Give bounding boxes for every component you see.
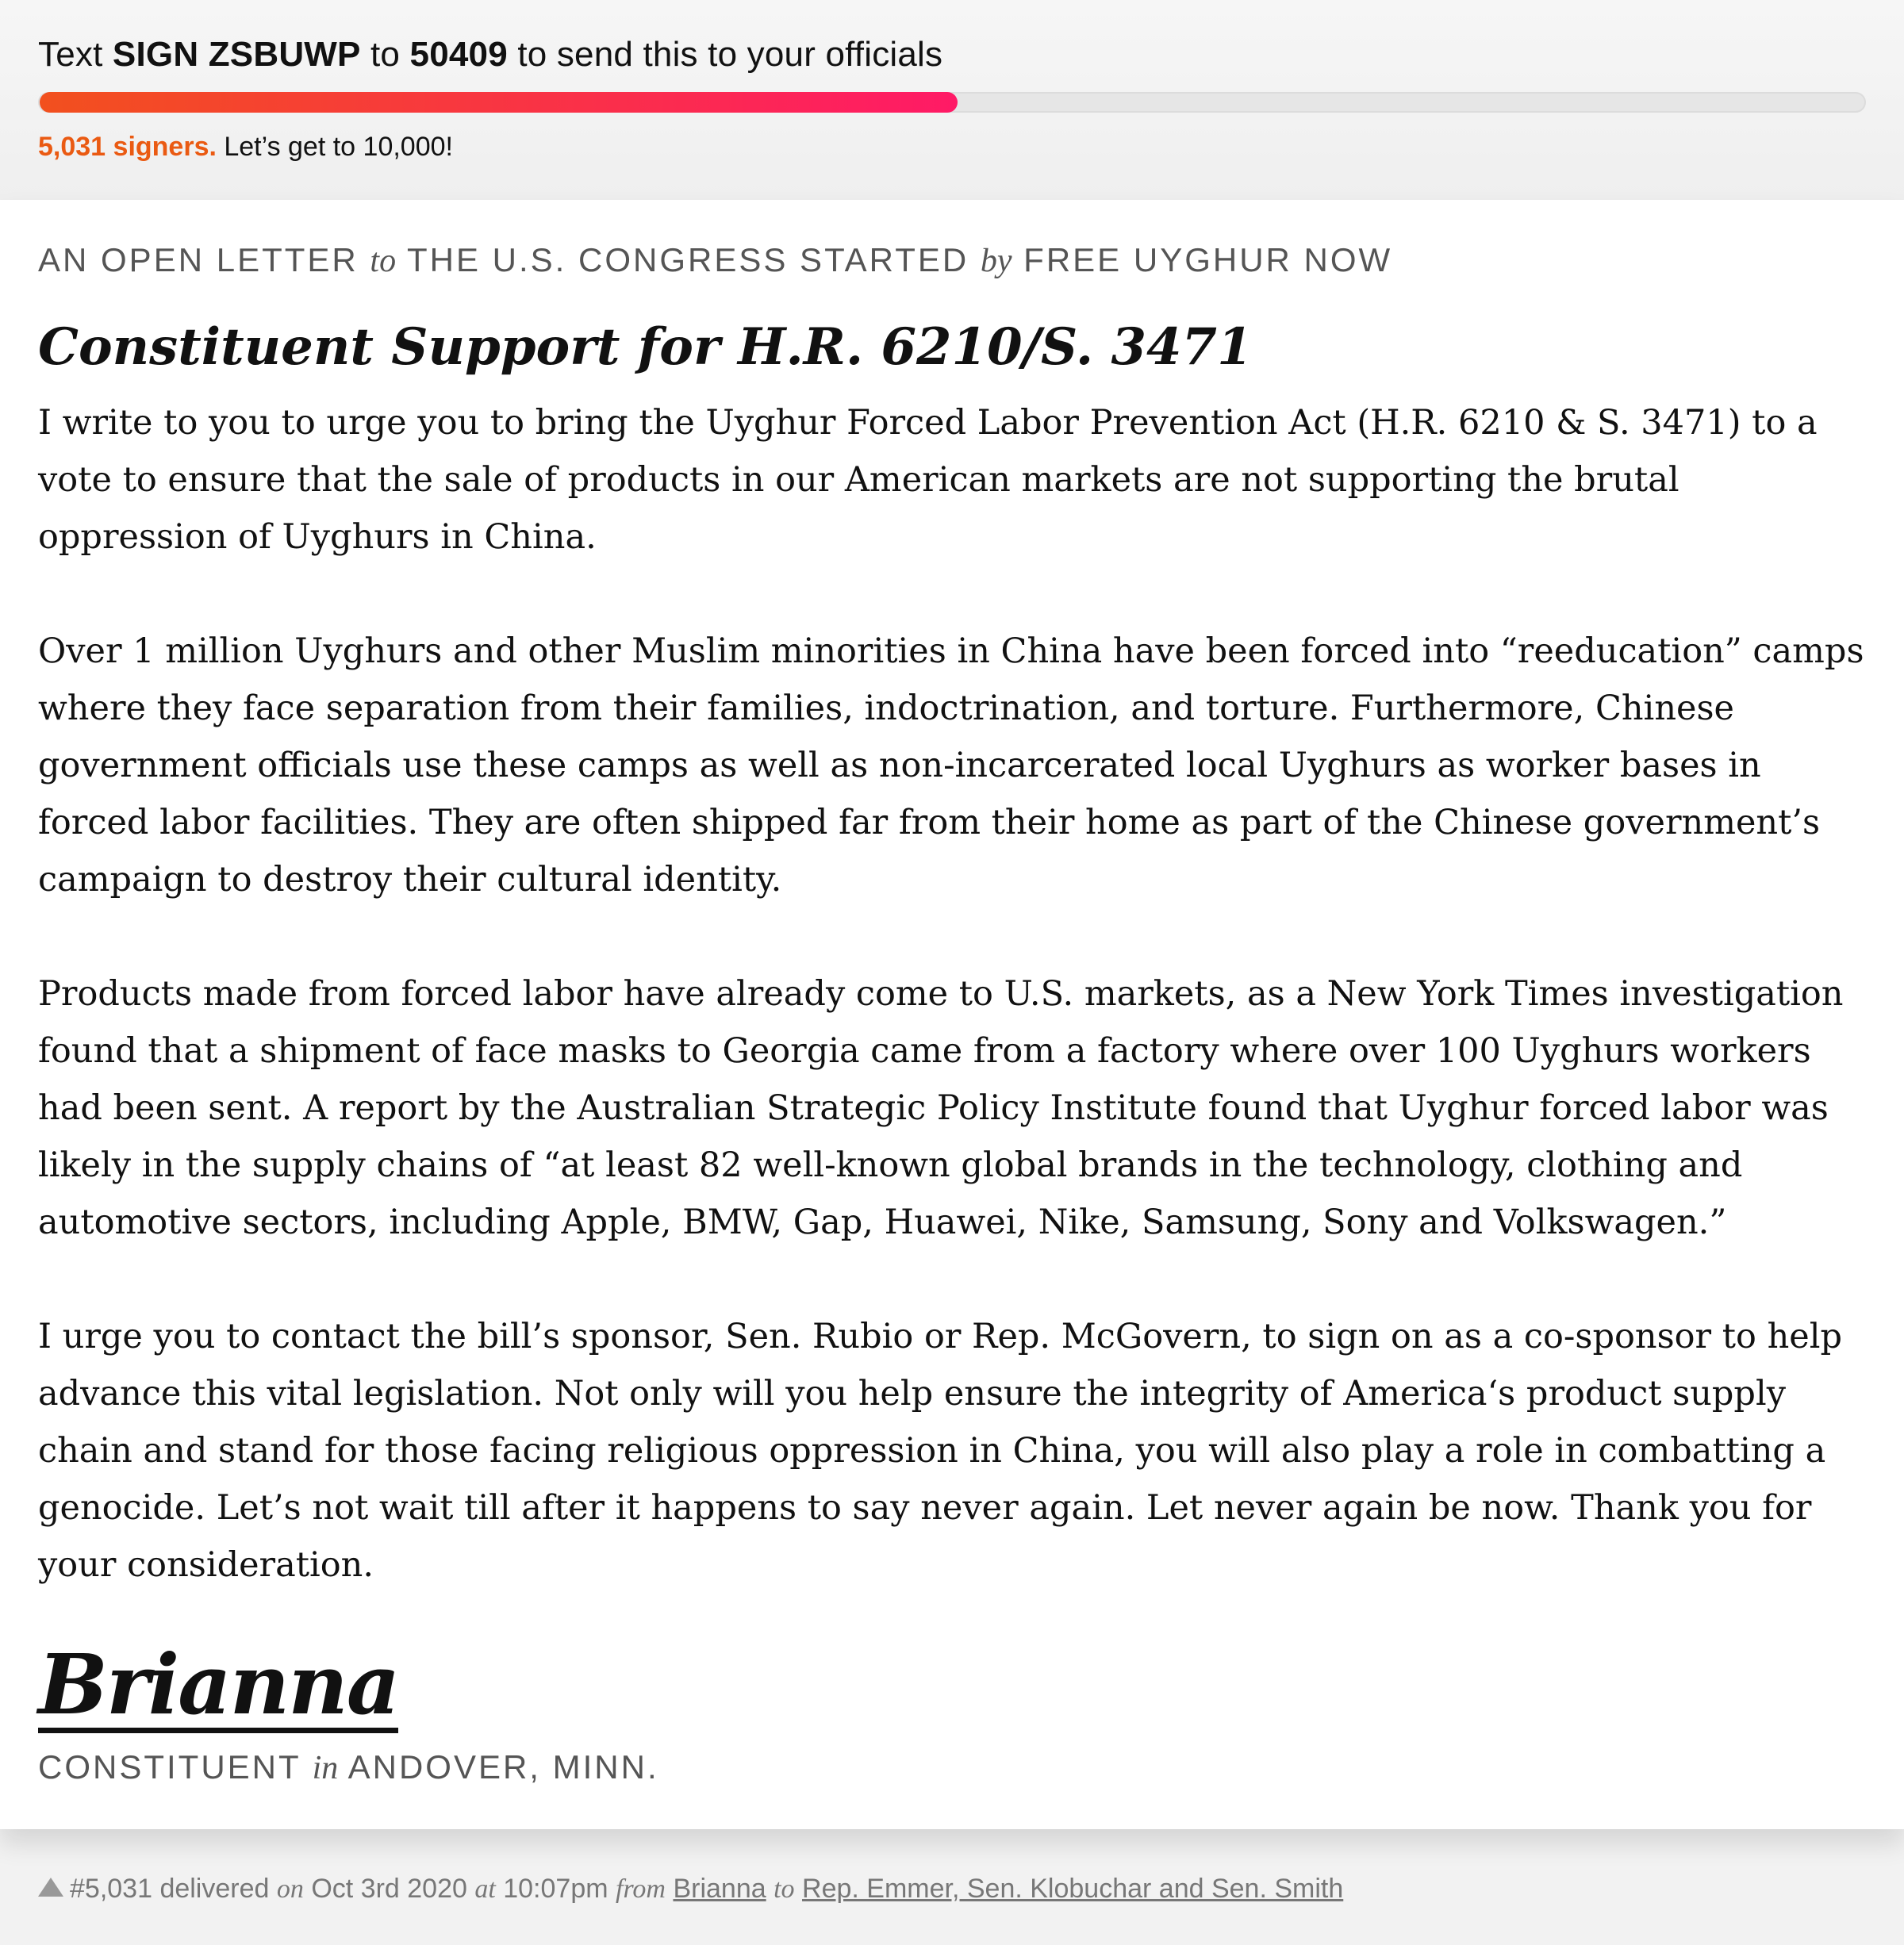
letter-paragraph: Over 1 million Uyghurs and other Muslim minorities in China have been forced into “reeducation” camps where they face separation from their families, indoctrination, and torture. Furthermore, Chinese government officials use these camps as well as non-incarcerated local Uyghurs as worker bases in forced labor facilities. They are often shipped far from their home as part of the Chinese government’s campaign to destroy their cultural identity. [38, 631, 1864, 900]
sms-code: SIGN ZSBUWP [112, 35, 361, 74]
triangle-up-icon[interactable] [38, 1878, 63, 1897]
signers-count: 5,031 signers. [38, 132, 217, 162]
sender-link[interactable]: Brianna [673, 1874, 766, 1904]
letter-paragraph: I urge you to contact the bill’s sponsor, Sen. Rubio or Rep. McGovern, to sign on as a co-sponsor to help advance this vital legislation. Not only will you help ensure the integrity of America‘s product supply chain and stand for those facing religious oppression in China, you will also play a role in combatting a genocide. Let’s not wait till after it happens to say never again. Let never again be now. Thank you for your consideration. [38, 1317, 1843, 1585]
delivery-info: #5,031 delivered on Oct 3rd 2020 at 10:07pm from Brianna to Rep. Emmer, Sen. Klobuchar and Sen. Smith [38, 1874, 1343, 1905]
letter-body [38, 394, 1879, 1651]
signer-location: CONSTITUENT in ANDOVER, MINN. [38, 1748, 659, 1786]
signers-status [38, 132, 453, 163]
sms-cta-bar [0, 0, 1904, 200]
recipients-link[interactable]: Rep. Emmer, Sen. Klobuchar and Sen. Smith [802, 1874, 1344, 1904]
sms-number: 50409 [409, 35, 508, 74]
letter-kicker: AN OPEN LETTER to THE U.S. CONGRESS STARTED by FREE UYGHUR NOW [38, 241, 1393, 279]
signers-goal: Let’s get to 10,000! [216, 132, 453, 162]
signers-progress-fill [40, 92, 958, 113]
signature: Brianna [38, 1636, 399, 1733]
sms-instructions: Text SIGN ZSBUWP to 50409 to send this to your officials [38, 35, 943, 74]
letter-paragraph: Products made from forced labor have already come to U.S. markets, as a New York Times investigation found that a shipment of face masks to Georgia came from a factory where over 100 Uyghurs workers had been sent. A report by the Australian Strategic Policy Institute found that Uyghur forced labor was likely in the supply chains of “at least 82 well-known global brands in the technology, clothing and automotive sectors, including Apple, BMW, Gap, Huawei, Nike, Samsung, Sony and Volkswagen.” [38, 974, 1844, 1242]
letter-paragraph: I write to you to urge you to bring the Uyghur Forced Labor Prevention Act (H.R. 6210 & S. 3471) to a vote to ensure that the sale of products in our American markets are not supporting the brutal oppression of Uyghurs in China. [38, 403, 1818, 557]
letter-card [0, 200, 1904, 1829]
letter-title: Constituent Support for H.R. 6210/S. 3471 [38, 317, 1253, 377]
signers-progress-bar [38, 92, 1866, 113]
